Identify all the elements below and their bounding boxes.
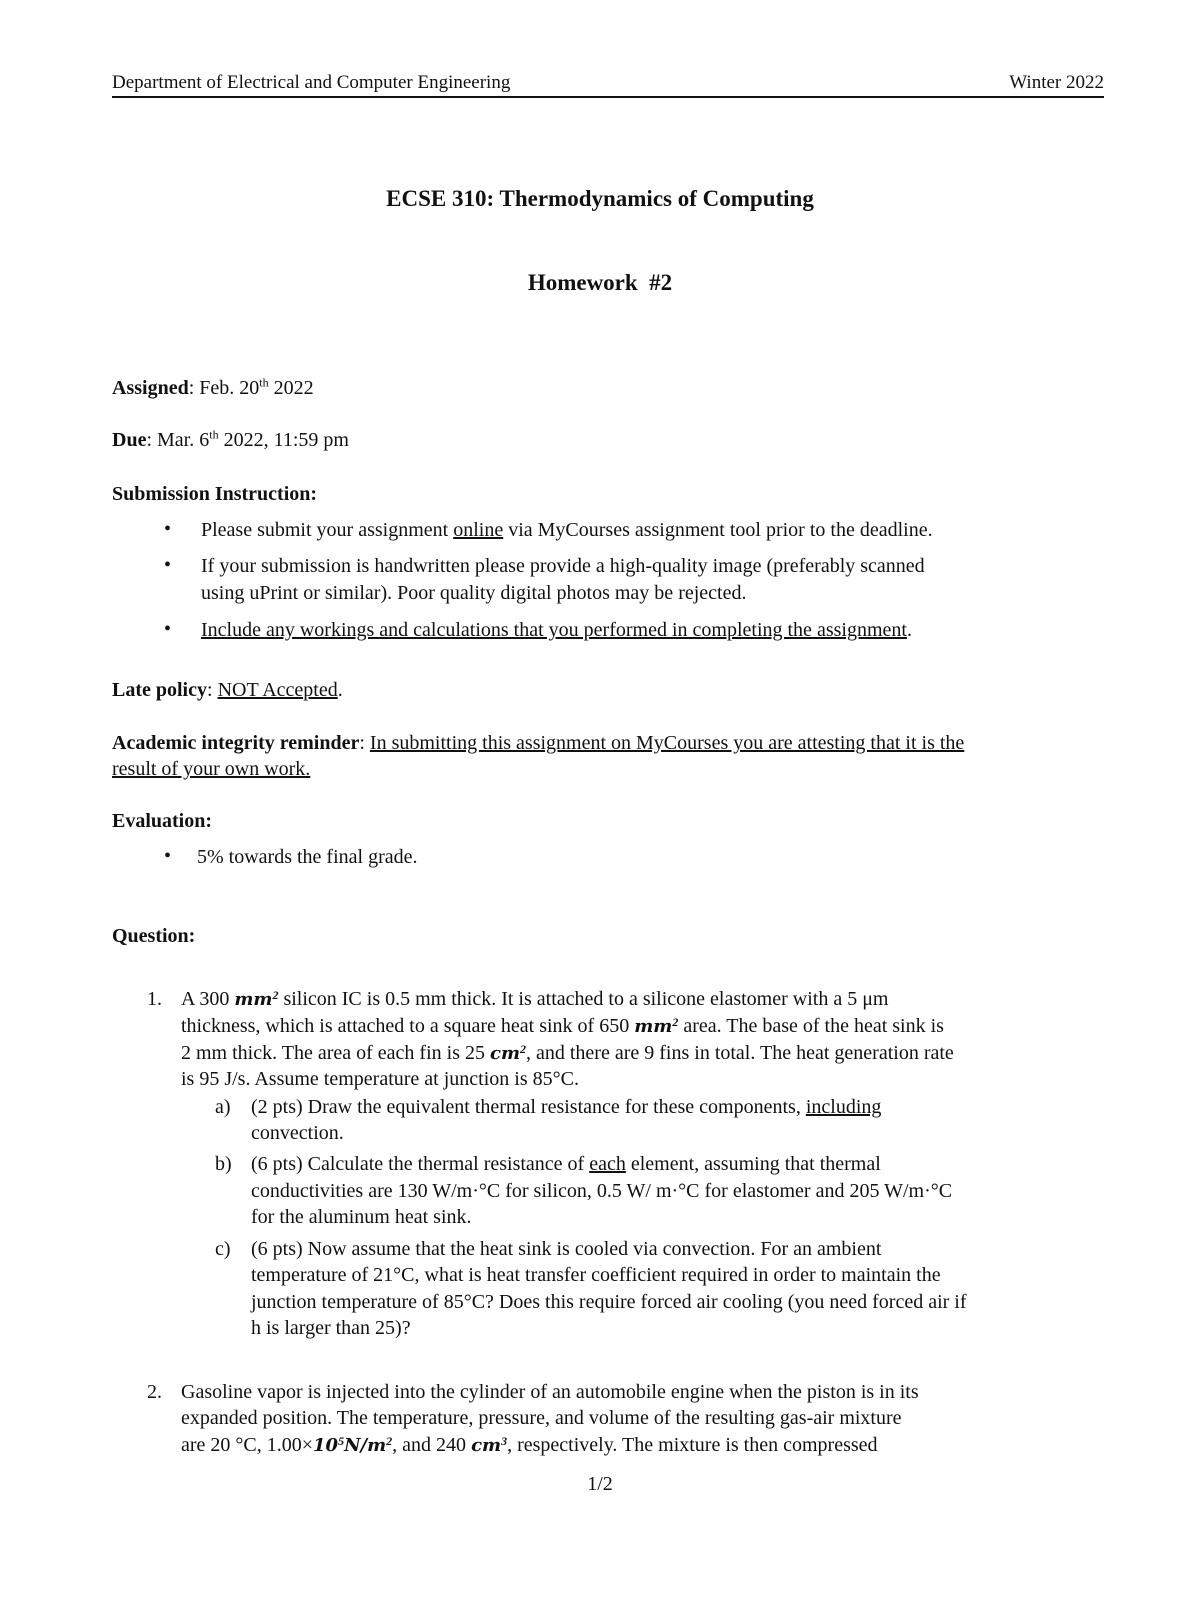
- q1b-label: b): [215, 1153, 232, 1175]
- q1c-label: c): [215, 1238, 231, 1260]
- q1-number: 1.: [147, 988, 162, 1010]
- submission-item-online: Please submit your assignment online via MyCourses assignment tool prior to the deadline.: [201, 519, 933, 541]
- bullet-icon: •: [164, 518, 172, 540]
- course-title: ECSE 310: Thermodynamics of Computing: [386, 186, 814, 211]
- late-policy: Late policy: NOT Accepted.: [112, 679, 343, 701]
- integrity-reminder-cont: result of your own work.: [112, 758, 311, 780]
- submission-heading: Submission Instruction:: [112, 483, 318, 505]
- due-label: Due: [112, 429, 147, 451]
- q1c-line-2: temperature of 21°C, what is heat transfer coefficient required in order to maintain the: [251, 1264, 941, 1286]
- evaluation-item: 5% towards the final grade.: [197, 846, 418, 868]
- q1-line-4: is 95 J/s. Assume temperature at junction is 85°C.: [181, 1068, 579, 1090]
- q2-line-1: Gasoline vapor is injected into the cylinder of an automobile engine when the piston is in its: [181, 1381, 919, 1403]
- assigned-label: Assigned: [112, 377, 189, 399]
- q1b-line-2: conductivities are 130 W/m·°C for silicon, 0.5 W/ m·°C for elastomer and 205 W/m·°C: [251, 1180, 953, 1202]
- submission-item-workings: Include any workings and calculations that you performed in completing the assignment.: [201, 619, 912, 641]
- page-number: 1/2: [587, 1473, 613, 1495]
- late-policy-value: NOT Accepted: [217, 679, 338, 701]
- q1c-line-3: junction temperature of 85°C? Does this require forced air cooling (you need forced air if: [251, 1291, 967, 1313]
- q1a-line-1: (2 pts) Draw the equivalent thermal resistance for these components, including: [251, 1096, 882, 1118]
- q1c-line-1: (6 pts) Now assume that the heat sink is cooled via convection. For an ambient: [251, 1238, 882, 1260]
- header-rule: [112, 96, 1104, 98]
- evaluation-heading: Evaluation:: [112, 810, 213, 832]
- q1-line-2: thickness, which is attached to a square heat sink of 650 $mm^2$ area. The base of the heat sink is: [181, 1015, 944, 1037]
- header-term: Winter 2022: [1009, 72, 1104, 93]
- bullet-icon: •: [164, 554, 172, 576]
- q1-line-3: 2 mm thick. The area of each fin is 25 $cm^2$, and there are 9 fins in total. The heat generation rate: [181, 1042, 954, 1064]
- q1c-line-4: h is larger than 25)?: [251, 1317, 411, 1339]
- assigned-line: Assigned: Feb. 20th 2022: [112, 375, 314, 399]
- q1b-line-3: for the aluminum heat sink.: [251, 1206, 472, 1228]
- submission-item-handwritten: If your submission is handwritten please provide a high-quality image (preferably scanned: [201, 555, 925, 577]
- q1b-line-1: (6 pts) Calculate the thermal resistance of each element, assuming that thermal: [251, 1153, 881, 1175]
- due-line: Due: Mar. 6th 2022, 11:59 pm: [112, 427, 349, 451]
- bullet-icon: •: [164, 845, 172, 867]
- late-policy-label: Late policy: [112, 679, 207, 701]
- q2-line-3: are 20 °C, $1.00\times 10^5N/m^2$, and 240 $cm^3$, respectively. The mixture is then compressed: [181, 1434, 878, 1456]
- q1a-label: a): [215, 1096, 231, 1118]
- integrity-reminder: Academic integrity reminder: In submitting this assignment on MyCourses you are attesting that it is the: [112, 732, 965, 754]
- q2-line-2: expanded position. The temperature, pressure, and volume of the resulting gas-air mixture: [181, 1407, 902, 1429]
- online-link: online: [453, 519, 504, 541]
- submission-item-handwritten-cont: using uPrint or similar). Poor quality digital photos may be rejected.: [201, 582, 747, 604]
- bullet-icon: •: [164, 618, 172, 640]
- integrity-label: Academic integrity reminder: [112, 732, 360, 754]
- question-heading: Question:: [112, 925, 196, 947]
- homework-title: Homework #2: [527, 270, 673, 295]
- q2-number: 2.: [147, 1381, 162, 1403]
- q1a-line-2: convection.: [251, 1122, 344, 1144]
- header-department: Department of Electrical and Computer Engineering: [112, 72, 511, 93]
- q1-line-1: A 300 $mm^2$ silicon IC is 0.5 mm thick. It is attached to a silicone elastomer with a 5 μm: [181, 988, 889, 1010]
